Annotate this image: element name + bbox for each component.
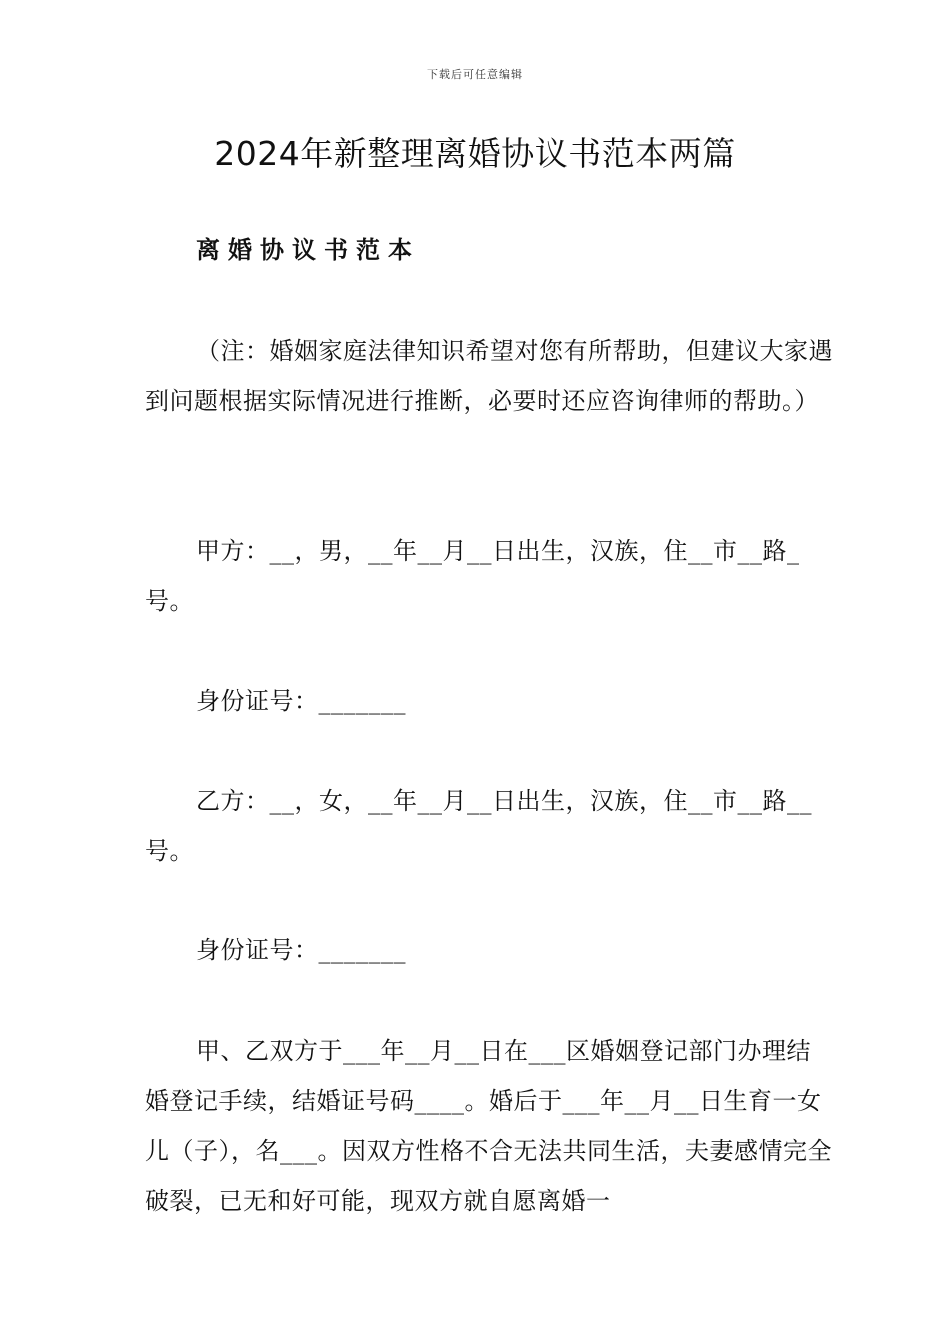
party-b-paragraph (145, 776, 835, 876)
party-b-id-paragraph (145, 925, 835, 975)
party-a-id-text: 身份证号：_______ (196, 687, 406, 715)
party-a-text: 甲方：__，男，__年__月__日出生，汉族，住__市__路_号。 (145, 537, 800, 615)
note-text: （注：婚姻家庭法律知识希望对您有所帮助，但建议大家遇到问题根据实际情况进行推断，必要时还应咨询律师的帮助。） (145, 337, 833, 415)
document-title: 2024年新整理离婚协议书范本两篇 (214, 134, 736, 173)
party-b-text: 乙方：__，女，__年__月__日出生，汉族，住__市__路__号。 (145, 787, 812, 865)
party-b-id-text: 身份证号：_______ (196, 936, 406, 964)
header-note: 下载后可任意编辑 (427, 68, 523, 81)
marriage-details-text: 甲、乙双方于___年__月__日在___区婚姻登记部门办理结婚登记手续，结婚证号码____。婚后于___年__月__日生育一女儿（子），名___。因双方性格不合无法共同生活，夫妻感情完全破裂，已无和好可能，现双方就自愿离婚一 (145, 1037, 832, 1215)
party-a-id-paragraph (145, 676, 835, 726)
marriage-details-paragraph (145, 1026, 835, 1226)
section-title: 离婚协议书范本 (196, 235, 420, 264)
party-a-paragraph (145, 526, 835, 626)
note-paragraph (145, 326, 835, 426)
